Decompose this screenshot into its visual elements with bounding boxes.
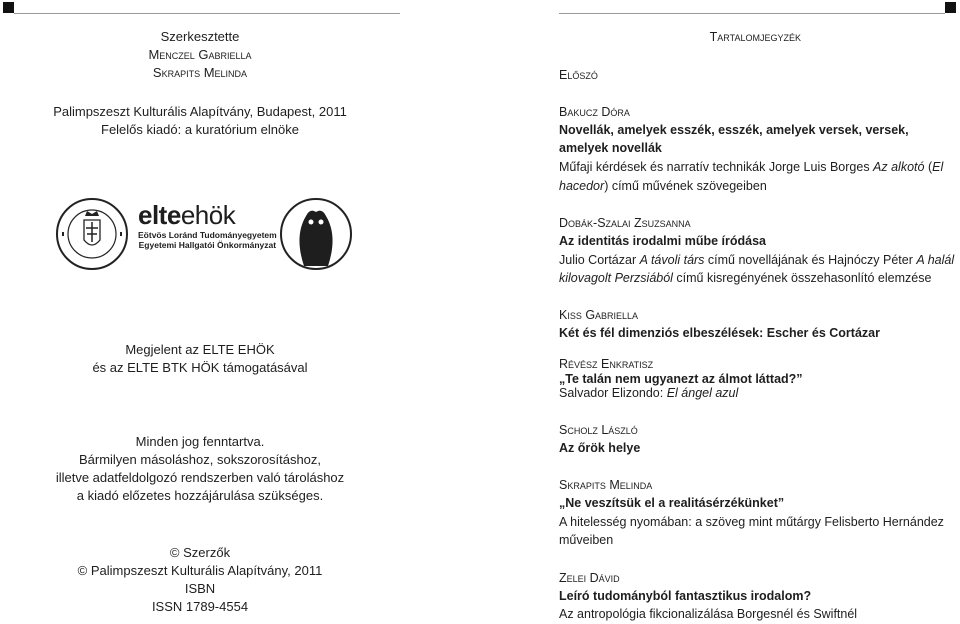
toc-title[interactable]: Novellák, amelyek esszék, esszék, amelyek versek, versek, <box>559 123 909 137</box>
toc-title[interactable]: amelyek novellák <box>559 141 662 155</box>
isbn-line: ISBN <box>184 581 216 596</box>
publisher-line: Palimpszeszt Kulturális Alapítvány, Budapest, 2011 <box>53 104 347 119</box>
foreword-link[interactable]: Előszó <box>559 68 598 82</box>
toc-author: Bakucz Dóra <box>559 105 630 119</box>
rights-line: Minden jog fenntartva. <box>135 434 265 449</box>
toc-subtitle: Julio Cortázar A távoli társ című novellájának és Hajnóczy Péter A halál <box>559 253 955 267</box>
toc-author: Zelei Dávid <box>559 571 620 585</box>
support-line: és az ELTE BTK HÖK támogatásával <box>92 360 308 375</box>
copyright-line: © Szerzők <box>169 545 231 560</box>
rights-line: illetve adatfeldolgozó rendszerben való tároláshoz <box>55 470 345 485</box>
brand-ehok-text: ehök <box>180 200 236 230</box>
toc-subtitle: Salvador Elizondo: El ángel azul <box>559 386 739 400</box>
brand-subtitle <box>138 230 277 250</box>
brand-line: Eötvös Loránd Tudományegyetem <box>138 230 277 240</box>
toc-subtitle: Műfaji kérdések és narratív technikák Jorge Luis Borges Az alkotó (El <box>559 160 944 174</box>
toc-author: Dobák-Szalai Zsuzsanna <box>559 216 691 230</box>
toc-title[interactable]: Leíró tudományból fantasztikus irodalom? <box>559 589 812 603</box>
support-line: Megjelent az ELTE EHÖK <box>125 342 275 357</box>
toc-title[interactable]: „Ne veszítsük el a realitásérzékünket” <box>559 496 785 510</box>
editor-name: Menczel Gabriella <box>148 47 252 62</box>
toc-title[interactable]: Két és fél dimenziós elbeszélések: Escher és Cortázar <box>559 326 880 340</box>
brand-line: Egyetemi Hallgatói Önkormányzat <box>138 240 277 250</box>
toc-author: Skrapits Melinda <box>559 478 653 492</box>
toc-subtitle: műveiben <box>559 533 614 547</box>
toc-title[interactable]: Az őrök helye <box>559 441 641 455</box>
logo-strip <box>54 196 354 272</box>
toc-author: Scholz László <box>559 423 638 437</box>
toc-title[interactable]: Az identitás irodalmi műbe íródása <box>559 234 766 248</box>
crop-line-right <box>559 13 945 14</box>
toc-author: Révész Enkratisz <box>559 357 654 371</box>
toc-subtitle: A hitelesség nyomában: a szöveg mint műtárgy Felisberto Hernández <box>559 515 944 529</box>
toc-author: Kiss Gabriella <box>559 308 639 322</box>
rights-line: a kiadó előzetes hozzájárulása szükséges. <box>76 488 324 503</box>
toc-title[interactable]: „Te talán nem ugyanezt az álmot láttad?” <box>559 372 803 386</box>
toc-subtitle: kilovagolt Perzsiából című kisregényének összehasonlító elemzése <box>559 271 932 285</box>
toc-subtitle: Az antropológia fikcionalizálása Borgesnél és Swiftnél <box>559 607 858 621</box>
rights-line: Bármilyen másoláshoz, sokszorosításhoz, <box>78 452 322 467</box>
elte-ehok-logo <box>138 202 235 228</box>
crop-line-left <box>14 13 400 14</box>
crop-mark-left <box>3 2 14 13</box>
editor-name: Skrapits Melinda <box>152 65 248 80</box>
crop-mark-right <box>945 2 956 13</box>
toc-subtitle: hacedor) című művének szövegeiben <box>559 179 767 193</box>
copyright-line: © Palimpszeszt Kulturális Alapítvány, 2011 <box>77 563 323 578</box>
edited-by-label: Szerkesztette <box>160 29 240 44</box>
responsible-publisher-line: Felelős kiadó: a kuratórium elnöke <box>101 122 299 137</box>
toc-heading: Tartalomjegyzék <box>709 30 801 44</box>
issn-line: ISSN 1789-4554 <box>151 599 249 614</box>
brand-elte-text: elte <box>138 200 181 230</box>
